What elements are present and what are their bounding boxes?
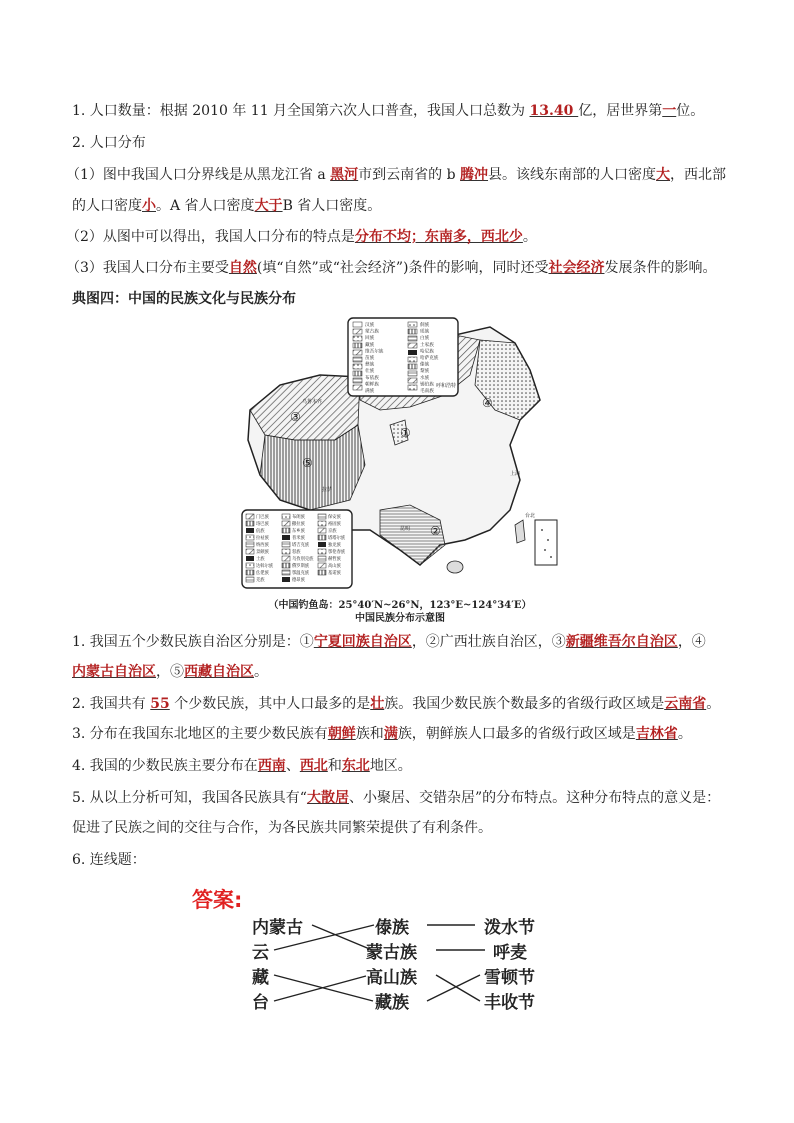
legend-label: 毛南族 [420, 389, 434, 394]
text: （1）图中我国人口分界线是从黑龙江省 a [66, 167, 331, 183]
legend-label: 怒族 [292, 550, 301, 555]
answer-natural: 自然 [228, 260, 257, 276]
legend-label: 朝鲜族 [365, 382, 379, 388]
region-marker-5: ⑤ [302, 456, 313, 470]
answer-tengchong: 腾冲 [460, 167, 489, 183]
line-yun-dai [274, 925, 374, 950]
text: ，④ [677, 634, 706, 650]
legend-label: 拉祜族 [256, 536, 269, 541]
text: （2）从图中可以得出，我国人口分布的特点是 [66, 229, 355, 245]
legend-label: 布朗族 [292, 515, 305, 520]
answer-northeast: 东北 [341, 758, 370, 774]
legend-label: 哈萨克族 [420, 356, 439, 361]
text: 5. 从以上分析可知，我国各民族具有“ [72, 790, 307, 806]
legend-label: 珞巴族 [256, 522, 269, 527]
text: B 省人口密度。 [282, 198, 382, 214]
ethnic-map [240, 315, 560, 590]
pop-q2-3 [66, 258, 726, 278]
legend-label: 哈尼族 [420, 349, 434, 355]
city-label: 昆明 [400, 526, 411, 532]
text: ，⑤ [156, 664, 184, 680]
text: 、小聚居、交错杂居”的分布特点。这种分布特点的意义是： [348, 790, 721, 806]
text: （3）我国人口分布主要受 [66, 260, 229, 276]
answer-density-low: 小 [142, 198, 156, 214]
legend-label: 撒拉族 [292, 522, 305, 527]
legend-label: 鄂伦春族 [328, 550, 346, 555]
text: 的人口密度 [72, 198, 142, 214]
pop-q1-answer-rank: 一 [662, 103, 677, 119]
legend-label: 回族 [365, 336, 375, 342]
legend-label: 保安族 [328, 515, 341, 520]
eth-q4 [72, 756, 732, 776]
left-item: 内蒙古 [252, 918, 303, 938]
text: 3. 分布在我国东北地区的主要少数民族有 [72, 726, 328, 742]
pop-q1-answer: 13.40 [529, 103, 579, 119]
middle-item: 藏族 [375, 993, 409, 1013]
text: 族。我国少数民族个数最多的省级行政区域是 [384, 696, 665, 712]
legend-label: 瑶族 [420, 329, 430, 335]
pop-q2-1-line2 [72, 196, 732, 216]
text: ，西北部 [670, 167, 727, 183]
text: 市到云南省的 b [358, 167, 461, 183]
legend-label: 普米族 [292, 536, 305, 541]
legend-label: 高山族 [328, 564, 341, 569]
region-hainan [447, 561, 463, 573]
region-marker-2: ② [430, 524, 441, 538]
answer-greater-than: 大于 [254, 198, 283, 214]
city-label: 台北 [525, 513, 536, 519]
city-label: 呼和浩特 [436, 383, 457, 389]
legend-label: 仫佬族 [256, 571, 269, 576]
pop-q2-title: 2. 人口分布 [72, 135, 146, 151]
answer-ningxia: 宁夏回族自治区 [313, 634, 412, 650]
connector-lines [190, 880, 570, 1020]
ethnic-map-svg [240, 315, 560, 590]
legend-label: 锡伯族 [420, 382, 434, 388]
legend-label: 景颇族 [256, 550, 269, 555]
right-item: 呼麦 [493, 943, 527, 963]
text: 族，朝鲜族人口最多的省级行政区域是 [397, 726, 636, 742]
region-marker-4: ④ [482, 396, 493, 410]
legend-label: 塔吉克族 [292, 543, 310, 548]
map-caption-title: 中国民族分布示意图 [355, 613, 445, 624]
south-sea-inset [535, 520, 557, 565]
answer-heihe: 黑河 [330, 167, 359, 183]
answer-northwest: 西北 [299, 758, 328, 774]
legend-label: 布依族 [365, 375, 379, 381]
legend-label: 纳西族 [256, 543, 269, 548]
line-tai-gaoshan [274, 976, 366, 1001]
legend-label: 达斡尔族 [256, 564, 274, 569]
text: 。 [677, 726, 692, 742]
text: 和 [327, 758, 342, 774]
region-xinjiang [250, 375, 360, 440]
city-label: 乌鲁木齐 [302, 399, 323, 405]
eth-q5-line2: 促进了民族之间的交往与合作，为各民族共同繁荣提供了有利条件。 [72, 820, 492, 836]
legend-label: 塔塔尔族 [328, 536, 346, 541]
answer-dasanju: 大散居 [306, 790, 349, 806]
text: 2. 我国共有 [72, 696, 151, 712]
legend-label: 佤族 [256, 529, 265, 534]
legend-label: 羌族 [256, 578, 265, 583]
legend-label: 门巴族 [256, 515, 269, 520]
answer-jilin: 吉林省 [635, 726, 678, 742]
legend-label: 侗族 [420, 323, 430, 328]
answer-korean: 朝鲜 [327, 726, 356, 742]
legend-label: 土家族 [420, 342, 434, 348]
middle-item: 高山族 [366, 968, 417, 988]
legend-label: 水族 [420, 375, 430, 381]
legend-label: 苗族 [365, 356, 375, 361]
text: 族和 [355, 726, 384, 742]
answer-density-high: 大 [656, 167, 671, 183]
map-caption-coords: （中国钓鱼岛：25°40′N~26°N，123°E~124°34′E） [268, 600, 532, 611]
pop-q1-text: 1. 人口数量：根据 2010 年 11 月全国第六次人口普查，我国人口总数为 [72, 103, 530, 119]
legend-label: 彝族 [365, 362, 375, 368]
answer-55: 55 [150, 696, 170, 712]
legend-label: 汉族 [365, 323, 375, 328]
eth-q5-line1 [72, 788, 732, 808]
text: 县。该线东南部的人口密度 [488, 167, 657, 183]
text: 地区。 [369, 758, 412, 774]
left-item: 藏 [252, 968, 269, 988]
legend-label: 俄罗斯族 [292, 564, 310, 569]
text: 。 [706, 696, 721, 712]
legend-label: 基诺族 [328, 571, 341, 576]
right-item: 雪顿节 [484, 968, 535, 988]
text: ，②广西壮族自治区，③ [411, 634, 566, 650]
pop-q2-1-line1 [66, 165, 726, 185]
legend-label: 京族 [328, 529, 337, 534]
legend-label: 乌孜别克族 [292, 557, 314, 562]
text: 、 [285, 758, 300, 774]
answer-distribution: 分布不均；东南多，西北少 [354, 229, 523, 245]
legend-label: 东乡族 [292, 529, 305, 534]
legend-label: 傣族 [420, 362, 430, 368]
text: (填“自然”或“社会经济”)条件的影响，同时还受 [256, 260, 549, 276]
text: 。 [254, 664, 268, 680]
middle-item: 蒙古族 [366, 943, 417, 963]
answer-yunnan: 云南省 [664, 696, 707, 712]
matching-answer [190, 880, 570, 1020]
legend-label: 独龙族 [328, 543, 341, 548]
answer-manchu: 满 [383, 726, 398, 742]
line-neimenggu-menggu [312, 925, 372, 950]
eth-q6: 6. 连线题： [72, 852, 146, 868]
legend-label: 壮族 [365, 369, 375, 375]
section-heading: 典图四：中国的民族文化与民族分布 [72, 291, 296, 307]
city-label: 上海 [510, 471, 521, 477]
answer-title: 答案: [192, 888, 243, 912]
answer-xinjiang: 新疆维吾尔自治区 [565, 634, 678, 650]
eth-q2 [72, 694, 732, 714]
pop-q2-2 [66, 227, 726, 247]
legend-label: 满族 [365, 389, 375, 394]
pop-q1-text-c: 位。 [676, 103, 705, 119]
legend-label: 白族 [420, 336, 430, 342]
legend-label: 裕固族 [328, 522, 341, 527]
legend-label: 土族 [256, 557, 265, 562]
answer-inner-mongolia: 内蒙古自治区 [72, 664, 156, 680]
pop-q1-text-b: 亿，居世界第 [578, 103, 663, 119]
text: 4. 我国的少数民族主要分布在 [72, 758, 258, 774]
answer-socioeconomic: 社会经济 [548, 260, 605, 276]
eth-q1-line1 [72, 632, 732, 652]
left-item: 云 [252, 943, 269, 963]
region-taiwan [515, 520, 525, 543]
right-item: 泼水节 [484, 918, 535, 938]
legend-label: 蒙古族 [365, 329, 379, 335]
legend-label: 黎族 [420, 369, 430, 375]
legend-label: 维吾尔族 [365, 349, 384, 355]
legend-label: 赫哲族 [328, 557, 341, 562]
region-marker-3: ③ [290, 410, 301, 424]
middle-item: 傣族 [375, 918, 409, 938]
region-marker-1: ① [400, 426, 411, 440]
answer-zhuang: 壮 [370, 696, 385, 712]
text: 个少数民族，其中人口最多的是 [169, 696, 371, 712]
right-item: 丰收节 [484, 993, 535, 1013]
eth-q1-line2 [72, 662, 732, 682]
text: 1. 我国五个少数民族自治区分别是：① [72, 634, 314, 650]
text: 。 [522, 229, 537, 245]
city-label: 拉萨 [322, 487, 333, 493]
eth-q3 [72, 724, 732, 744]
legend-label: 藏族 [365, 342, 375, 348]
text: 。A 省人口密度 [156, 198, 255, 214]
legend-label: 德昂族 [292, 578, 305, 583]
legend-label: 鄂温克族 [292, 571, 310, 576]
left-item: 台 [252, 993, 269, 1013]
answer-southwest: 西南 [257, 758, 286, 774]
text: 发展条件的影响。 [604, 260, 717, 276]
pop-q1 [72, 101, 732, 121]
answer-tibet: 西藏自治区 [184, 664, 254, 680]
